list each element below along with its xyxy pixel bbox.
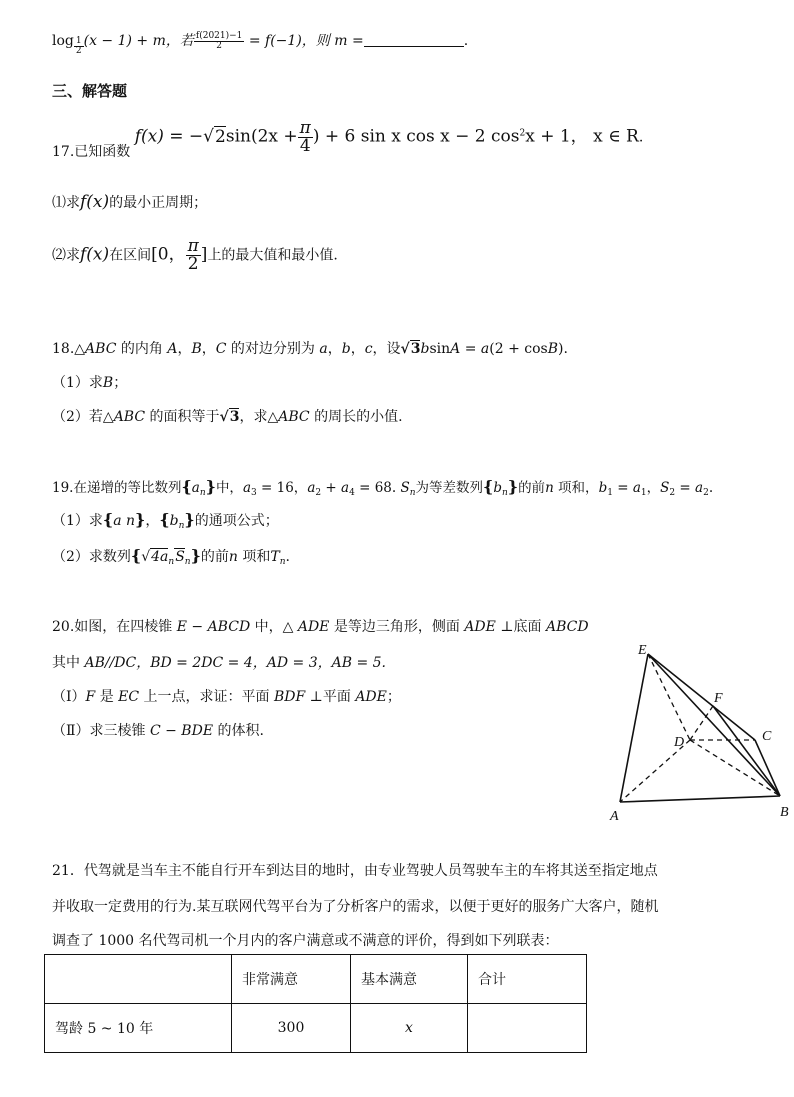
q19-an-sub: n: [199, 488, 206, 498]
q19-p1-an: a n: [113, 513, 136, 529]
log-base-den: 2: [75, 46, 82, 56]
q18-stem: 18.△ABC 的内角 A，B，C 的对边分别为 a，b，c，设√3bsinA = a(2 + cosB).: [52, 341, 568, 357]
q19-p2-s-sub: n: [184, 557, 191, 567]
q19-eq3: a: [341, 480, 350, 496]
q19-sn: S: [400, 480, 410, 496]
q18-f: b: [420, 341, 430, 357]
q19-eq3-sub: 4: [349, 488, 355, 498]
q19-eq2: a: [307, 480, 316, 496]
q19-c: 为等差数列: [415, 480, 484, 496]
table-header-cell: 非常满意: [232, 955, 351, 1004]
q17-domain-end: .: [638, 129, 644, 146]
q17-p1-post: 的最小正周期；: [109, 195, 208, 211]
q19-part1: （1）求{a n}，$\{b_n\}$的通项公式；: [52, 510, 279, 531]
q19-s2-r: =: [675, 480, 696, 496]
q17-f-lhs: f(x) = −: [134, 126, 204, 147]
q19-p1-a: （1）求: [52, 513, 103, 529]
q19-eq1-sub: 3: [251, 488, 257, 498]
q19-eq2-m: +: [321, 480, 342, 496]
q17-pi: π: [299, 118, 311, 138]
q21-line2: 并收取一定费用的行为.某互联网代驾平台为了分析客户的需求，以便于更好的服务广大客户，随机: [52, 899, 659, 915]
q18-B2: B: [547, 341, 559, 357]
q20-p1-d: ⊥平面: [305, 689, 356, 705]
q18-p2-b: 的面积等于: [145, 409, 220, 425]
q20-l1-b: 中，△: [250, 619, 298, 635]
q17-p2-open: [0，: [151, 244, 186, 265]
q20-l2-a: 其中: [52, 655, 85, 671]
q17-p2-two: 2: [187, 254, 199, 274]
q20-p1-a: （Ⅰ）: [52, 689, 86, 705]
q19-p2-t-sub: n: [279, 557, 286, 567]
q20-part2: [52, 720, 264, 740]
frac-den: 2: [216, 40, 222, 51]
q18-e: ，设: [372, 341, 401, 357]
edge-EA: [620, 654, 648, 802]
table-row: [45, 1004, 587, 1053]
table-header-cell: 基本满意: [351, 955, 468, 1004]
table-header-cell: [45, 955, 232, 1004]
table-header-cell: 合计: [468, 955, 587, 1004]
log-arg: (x − 1) + m，若: [83, 33, 194, 49]
q19-e: 项和，: [553, 480, 599, 496]
q18-p2-abc2: ABC: [278, 409, 310, 425]
q19-p1-b: ，: [145, 513, 160, 529]
q18-a2: a: [480, 341, 490, 357]
answer-blank: [364, 34, 464, 47]
q18-p1-B: B: [102, 375, 114, 391]
label-C: C: [762, 729, 772, 744]
q19-p2-t: T: [270, 549, 280, 565]
q20-p2-a: （Ⅱ）求三棱锥: [52, 723, 150, 739]
q19-bn-sub: n: [501, 488, 508, 498]
q20-p1-bdf: BDF: [274, 689, 306, 705]
q17-p2-pre: ⑵求: [52, 247, 80, 264]
q19-p2-expr-sub: n: [168, 557, 175, 567]
top-eq: = f(−1)，则 m =: [248, 33, 364, 49]
q17-intro: 17.已知函数: [52, 143, 131, 160]
label-A: A: [610, 809, 619, 824]
q17-p2-frac: [186, 238, 201, 273]
q19-bn: b: [493, 480, 502, 496]
q18-A: A: [167, 341, 178, 357]
edge-FB: [713, 706, 780, 796]
q18-p2-c: ，求△: [239, 409, 279, 425]
q17-sup: 2: [519, 128, 526, 139]
table-cell: [468, 1004, 587, 1053]
q17-rest-a: ) + 6 sin x cos x − 2 cos: [312, 126, 520, 147]
q17-function: 17.已知函数 f(x) = −√2sin(2x + $\frac{\pi}{4}$ ) + 6 sin x cos x − 2 $\cos^2x + 1$， x ∈ R.: [52, 118, 644, 160]
q20-l1-e: E − ABCD: [176, 619, 251, 635]
q19-p2-expr: 4a: [151, 549, 169, 565]
q19-f: ，: [646, 480, 661, 496]
q20-l1-c: 是等边三角形，侧面: [329, 619, 465, 635]
q18-i: (2 + cos: [489, 341, 548, 357]
q19-end: .: [708, 480, 714, 496]
q20-p2-b: 的体积.: [213, 723, 264, 739]
q19-p2-end: .: [285, 549, 290, 565]
q19-p2-a: （2）求数列: [52, 549, 131, 565]
q18-b: 的内角: [116, 341, 168, 357]
q19-a: 19.在递增的等比数列: [52, 480, 182, 496]
q18-p2-a: （2）若△: [52, 409, 114, 425]
q19-b1-r: =: [612, 480, 633, 496]
q21-line3: 调查了 1000 名代驾司机一个月内的客户满意或不满意的评价，得到如下列联表：: [52, 933, 559, 949]
table-cell: 300: [232, 1004, 351, 1053]
q20-l1-d: ⊥底面: [495, 619, 546, 635]
log-base-num: 1: [75, 36, 82, 46]
q18-a-side: a: [319, 341, 328, 357]
q18-j: ).: [558, 341, 568, 357]
q18-p2-d: 的周长的小值.: [309, 409, 403, 425]
label-D: D: [674, 735, 685, 750]
q19-d: 的前: [518, 480, 546, 496]
q20-p1-ec: EC: [118, 689, 140, 705]
q18-g: sin: [429, 341, 451, 357]
q17-sqrt2: 2: [215, 126, 226, 147]
q17-p1-pre: ⑴求: [52, 195, 80, 211]
q18-abc: ABC: [85, 341, 117, 357]
label-E: E: [638, 643, 647, 658]
log-text: log: [52, 33, 74, 49]
q17-part2: [52, 238, 338, 273]
q20-l1-a: 20.如图，在四棱锥: [52, 619, 177, 635]
table-cell: x: [351, 1004, 468, 1053]
q20-p1-c: 上一点，求证：平面: [139, 689, 274, 705]
q20-p2-c: C − BDE: [149, 723, 214, 739]
q19-p2-c: 项和: [237, 549, 271, 565]
q18-c4: ，: [350, 341, 365, 357]
q19-a2-sub: 2: [703, 488, 709, 498]
q17-pi-frac: [298, 120, 313, 155]
label-B: B: [780, 805, 789, 820]
contingency-table: [44, 954, 587, 1053]
q20-p1-b: 是: [95, 689, 119, 705]
table-header-row: [45, 955, 587, 1004]
q20-line1: [52, 616, 589, 636]
q18-c-side: c: [364, 341, 373, 357]
top-line: [52, 30, 468, 56]
q21-line1: 21．代驾就是当车主不能自行开车到达目的地时，由专业驾驶人员驾驶车主的车将其送至指定地点: [52, 863, 658, 879]
q19-n: n: [545, 480, 554, 496]
pyramid-figure: [600, 640, 794, 826]
q17-four: 4: [299, 136, 311, 156]
q20-l1-ade: ADE: [297, 619, 330, 635]
q19-sn-sub: n: [409, 488, 416, 498]
q20-l1-abcd: ABCD: [545, 619, 589, 635]
q18-p1: （1）求: [52, 375, 103, 391]
q19-eq1: a: [242, 480, 251, 496]
top-end: .: [463, 33, 469, 49]
q19-p1-bn: b: [169, 513, 179, 529]
edge-EC: [648, 654, 755, 740]
q18-h: =: [460, 341, 481, 357]
q17-sin: sin(2x +: [225, 126, 298, 147]
edge-EB: [648, 654, 780, 796]
q17-part1: [52, 192, 207, 212]
q19-p2-s: S: [175, 549, 185, 565]
label-F: F: [714, 691, 723, 706]
q18-p2-abc: ABC: [113, 409, 146, 425]
q17-p2-close: ]: [200, 244, 208, 265]
edge-AB: [620, 796, 780, 802]
section-title: 三、解答题: [52, 82, 128, 100]
table-cell: 驾龄 5 ~ 10 年: [45, 1004, 232, 1053]
q19-eq1-r: = 16，: [256, 480, 308, 496]
q17-p2-pi: π: [187, 236, 199, 256]
q19-eq2-sub: 2: [315, 488, 322, 498]
q18-sqrt3: 3: [410, 341, 421, 357]
q17-rest-b: x + 1: [525, 126, 571, 147]
q19-b1: b: [598, 480, 608, 496]
q19-s2-sub: 2: [669, 488, 676, 498]
q19-p2-n: n: [228, 549, 238, 565]
q18-C: C: [215, 341, 227, 357]
q18-c3: ，: [327, 341, 342, 357]
q18-part1: [52, 372, 127, 392]
q17-p1-fx: f(x): [80, 192, 110, 212]
q19-eq3-r: = 68.: [354, 480, 401, 496]
q19-a2: a: [695, 480, 704, 496]
q19-p1-c: 的通项公式；: [194, 513, 279, 529]
q19-part2: （2）求数列$\{√4a_nS_n\}$的前n 项和$T_n$.: [52, 546, 290, 567]
q19-b1-sub: 1: [607, 488, 613, 498]
q20-p1-ade: ADE: [355, 689, 387, 705]
q18-c2: ，: [201, 341, 216, 357]
q19-stem: 19.在递增的等比数列$\{a_n\}$中，$a_3 = 16$，$a_2 + a_4 = 68$. $S_n$为等差数列$\{b_n\}$的前n 项和，$b_1 = a_1$，$S_2 = a_2$.: [52, 477, 714, 498]
q18-p2-sqrt: 3: [229, 409, 240, 425]
q17-p2-post: 上的最大值和最小值.: [207, 247, 338, 264]
q20-l1-ade2: ADE: [464, 619, 496, 635]
log-base: [74, 37, 84, 56]
q20-p1-end: ；: [386, 689, 401, 705]
edge-ED: [648, 654, 690, 740]
q19-a1-sub: 1: [640, 488, 647, 498]
q20-l2-r: AB//DC，BD = 2DC = 4，AD = 3，AB = 5.: [84, 655, 387, 671]
q19-p1-bn-sub: n: [178, 521, 185, 531]
q18-A2: A: [450, 341, 461, 357]
q19-s2: S: [660, 480, 670, 496]
f2021-frac: [194, 32, 245, 51]
q19-a1: a: [632, 480, 641, 496]
frac-num: f(2021)−1: [195, 30, 243, 41]
q18-part2: （2）若△ABC 的面积等于√3，求△ABC 的周长的小值.: [52, 409, 403, 425]
q18-B: B: [191, 341, 202, 357]
q18-a: 18.△: [52, 341, 86, 357]
q18-d: 的对边分别为: [226, 341, 320, 357]
q19-an: a: [191, 480, 200, 496]
q17-domain: ， x ∈ R: [570, 126, 639, 147]
q19-b: 中，: [215, 480, 243, 496]
q18-b-side: b: [341, 341, 351, 357]
q17-p2-fx: f(x): [80, 244, 110, 265]
q20-p1-f: F: [85, 689, 96, 705]
q20-line2: [52, 652, 386, 672]
q20-part1: [52, 686, 401, 706]
q18-c1: ，: [177, 341, 192, 357]
q18-p1-end: ；: [113, 375, 128, 391]
q17-p2-mid: 在区间: [109, 247, 152, 264]
q19-p2-b: 的前: [200, 549, 229, 565]
